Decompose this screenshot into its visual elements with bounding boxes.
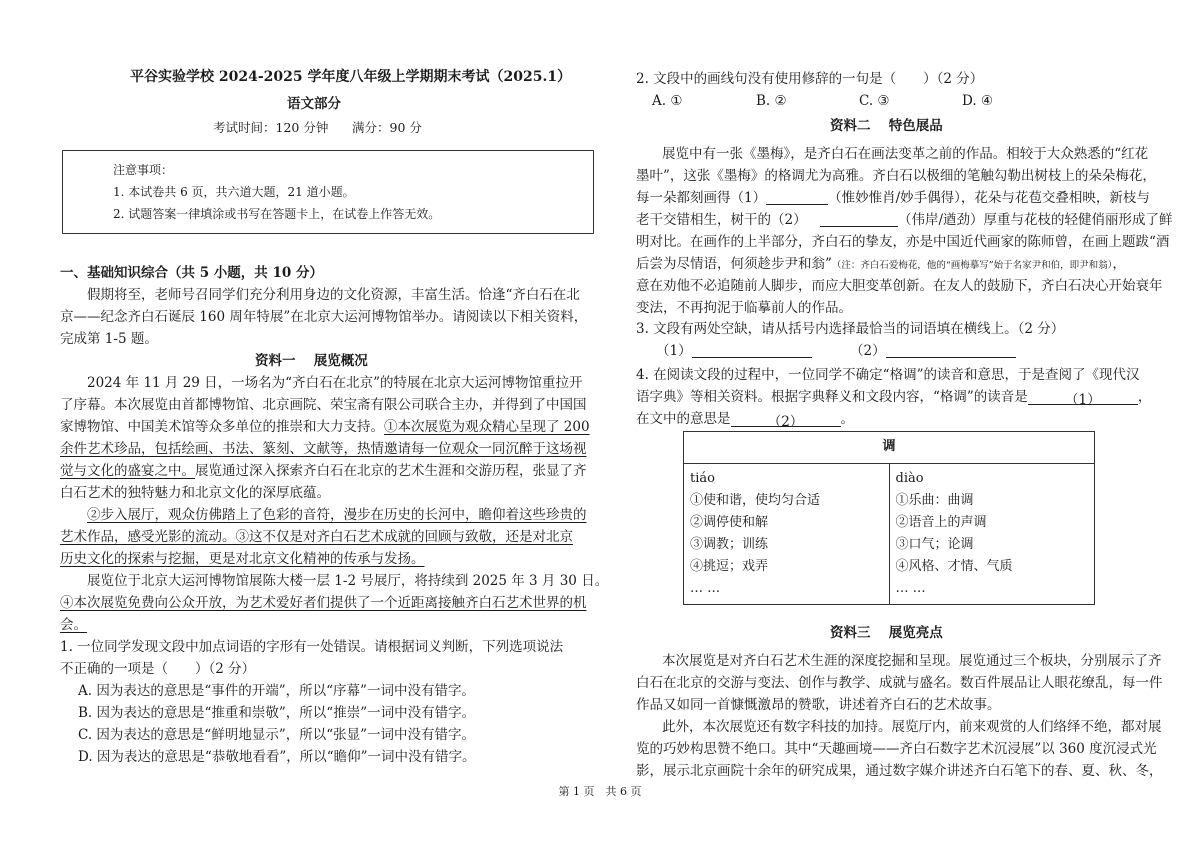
q1-stem: 1. 一位同学发现文段中加点词语的字形有一处错误。请根据词义判断，下列选项说法	[60, 639, 564, 655]
material2-line	[636, 253, 1126, 277]
material2-line: 变法，不再拘泥于临摹前人的作品。	[636, 300, 852, 316]
exam-title: 平谷实验学校 2024-2025 学年度八年级上学期期末考试（2025.1）	[130, 69, 572, 85]
q2-option-d: D. ④	[962, 93, 994, 109]
q2-option-b: B. ②	[756, 93, 787, 109]
notice-box	[62, 150, 594, 234]
q1-option-b: B. 因为表达的意思是“推重和崇敬”，所以“推崇”一词中没有错字。	[78, 705, 476, 721]
dict-col-tiao	[684, 464, 890, 605]
dict-char: 调	[684, 432, 1095, 464]
material1-line	[60, 416, 590, 438]
dict-item: ②语音上的声调	[895, 515, 987, 530]
material2-line: 展览中有一张《墨梅》，是齐白石在画法变革之前的作品。相较于大众熟悉的“红花	[662, 146, 1149, 162]
material1-line	[60, 460, 587, 482]
q4-stem: 4. 在阅读文段的过程中，一位同学不确定“格调”的读音和意思，于是查阅了《现代汉	[636, 367, 1140, 383]
dict-item: ③调教；训练	[690, 537, 769, 552]
material3-line: 白石在北京的交游与变法、创作与教学、成就与盛名。数百件展品让人眼花缭乱，每一件	[636, 675, 1163, 691]
material1-title: 资料一 展览概况	[255, 353, 368, 369]
material1-line: 展览位于北京大运河博物馆展陈大楼一层 1-2 号展厅，将持续到 2025 年 3 月 30 日。	[87, 573, 609, 589]
material3-line: 览的巧妙构思赞不绝口。其中“天趣画境——齐白石数字艺术沉浸展”以 360 度沉浸式光	[636, 741, 1157, 757]
subject-title: 语文部分	[287, 96, 341, 112]
exam-time: 考试时间：120 分钟	[213, 120, 329, 135]
material2-text: 每一朵都刻画得（1）	[636, 190, 767, 206]
dict-item: ①乐曲：曲调	[895, 493, 974, 508]
material3-line: 本次展览是对齐白石艺术生涯的深度挖掘和呈现。展览通过三个板块，分别展示了齐	[662, 653, 1162, 669]
q3-stem: 3. 文段有两处空缺，请从括号内选择最恰当的词语填在横线上。（2 分）	[636, 321, 1065, 337]
intro-line: 假期将至，老师号召同学们充分利用身边的文化资源，丰富生活。恰逢“齐白石在北	[87, 287, 580, 303]
notice-item: 2. 试题答案一律填涂或书写在答题卡上，在试卷上作答无效。	[113, 207, 441, 221]
dict-pinyin: diào	[895, 471, 924, 486]
q4-blank-1[interactable]: （1）	[1028, 389, 1138, 405]
material2-text: （伟岸/遒劲）厚重与花枝的轻健俏丽形成了鲜	[898, 212, 1173, 228]
dict-item: ④风格、才情、气质	[895, 559, 1013, 574]
material3-line: 影，展示北京画院十余年的研究成果，通过数字媒介讲述齐白石笔下的春、夏、秋、冬，	[636, 763, 1163, 779]
material2-text: （惟妙惟肖/妙手偶得），花朵与花苞交叠相映，新枝与	[828, 190, 1150, 206]
q1-option-d: D. 因为表达的意思是“恭敬地看看”，所以“瞻仰”一词中没有错字。	[78, 749, 476, 765]
material3-line: 此外，本次展览还有数字科技的加持。展览厅内，前来观赏的人们络绎不绝，都对展	[662, 719, 1162, 735]
q2-option-c: C. ③	[859, 93, 890, 109]
intro-line: 完成第 1-5 题。	[60, 331, 158, 347]
underlined-sentence-1: 余件艺术珍品，包括绘画、书法、篆刻、文献等，热情邀请每一位观众一同沉醉于这场视	[60, 441, 587, 457]
material3-title: 资料三 展览亮点	[830, 625, 943, 641]
dict-item: ②调停使和解	[690, 515, 769, 530]
material1-line	[60, 526, 573, 548]
blank-1-line	[766, 189, 828, 205]
material3-line: 作品又如同一首慷慨激昂的赞歌，讲述着齐白石的艺术故事。	[636, 697, 1001, 713]
q4-blank-2[interactable]: （2）	[731, 411, 841, 427]
material2-title: 资料二 特色展品	[830, 118, 943, 134]
dict-item: ③口气；论调	[895, 537, 974, 552]
q3-blank-1[interactable]	[692, 342, 812, 358]
underlined-sentence-4: ④本次展览免费向公众开放，为艺术爱好者们提供了一个近距离接触齐白石艺术世界的机	[60, 595, 587, 611]
q1-stem: 不正确的一项是（ ）（2 分）	[60, 661, 256, 677]
intro-line: 京——纪念齐白石诞辰 160 周年特展”在北京大运河博物馆举办。请阅读以下相关资料，	[60, 309, 588, 325]
underlined-sentence-1: 觉与文化的盛宴之中。	[60, 463, 195, 479]
dict-col-diao	[889, 464, 1094, 605]
q3-label-1: （1）	[656, 343, 692, 359]
dict-item: ④挑逗；戏弄	[690, 559, 769, 574]
material2-text: ，	[1112, 256, 1126, 272]
underlined-sentence-3: 历史文化的探索与挖掘，更是对北京文化精神的传承与发扬。	[60, 551, 425, 567]
material1-text: 展览通过深入探索齐白石在北京的艺术生涯和交游历程，张显了齐	[195, 463, 587, 479]
q3-blank-2[interactable]	[886, 342, 1016, 358]
q3-answer-2[interactable]	[850, 340, 1016, 362]
material2-line: 意在劝他不必追随前人脚步，而应大胆变革创新。在友人的鼓励下，齐白石决心开始衰年	[636, 278, 1163, 294]
material2-line	[820, 209, 1173, 231]
q3-answer-1[interactable]	[656, 340, 812, 362]
full-score: 满分：90 分	[352, 120, 422, 135]
underlined-sentence-2: ②步入展厅，观众仿佛踏上了色彩的音符，漫步在历史的长河中，瞻仰着这些珍贵的	[87, 507, 587, 523]
q1-option-c: C. 因为表达的意思是“鲜明地显示”，所以“张显”一词中没有错字。	[78, 727, 476, 743]
section-heading: 一、基础知识综合（共 5 小题，共 10 分）	[60, 265, 323, 281]
material1-line: 了序幕。本次展览由首都博物馆、北京画院、荣宝斋有限公司联合主办，并得到了中国国	[60, 397, 587, 413]
material1-line: 白石艺术的独特魅力和北京文化的深厚底蕴。	[60, 485, 330, 501]
material2-line: 墨叶”，这张《墨梅》的格调尤为高雅。齐白石以极细的笔触勾勒出树枝上的朵朵梅花，	[636, 168, 1156, 184]
q4-text: 。	[840, 411, 854, 427]
material2-line: 老干交错相生，树干的（2）	[636, 212, 807, 228]
q3-label-2: （2）	[850, 343, 886, 359]
q4-text: 语字典》等相关资料。根据字典释义和文段内容，“格调”的读音是	[636, 389, 1028, 405]
dict-item: … …	[895, 581, 926, 596]
material2-line: 明对比。在画作的上半部分，齐白石的挚友，亦是中国近代画家的陈师曾，在画上题跋“酒	[636, 234, 1170, 250]
q1-option-a: A. 因为表达的意思是“事件的开端”，所以“序幕”一词中没有错字。	[78, 683, 475, 699]
material2-line	[636, 187, 1150, 209]
dict-pinyin: tiáo	[690, 471, 715, 486]
material2-text: 后尝为尽情语，何须趁步尹和翁”	[636, 256, 832, 272]
material1-text: 家博物馆、中国美术馆等众多单位的推崇和大力支持。	[60, 419, 384, 435]
q4-text: 在文中的意思是	[636, 411, 731, 427]
annotation-note: （注：齐白石爱梅花，他的“画梅摹写”始于名家尹和伯，即尹和翁）	[831, 260, 1113, 271]
q4-stem	[636, 386, 1151, 408]
q4-text: ，	[1137, 389, 1152, 405]
dictionary-table	[683, 431, 1095, 605]
dict-item: ①使和谐，使均匀合适	[690, 493, 821, 508]
notice-heading: 注意事项：	[113, 163, 174, 177]
page-footer: 第 1 页 共 6 页	[558, 785, 642, 798]
material1-line: 2024 年 11 月 29 日，一场名为“齐白石在北京”的特展在北京大运河博物馆重拉开	[87, 375, 583, 391]
blank-2-line	[820, 211, 898, 227]
q2-stem: 2. 文段中的画线句没有使用修辞的一句是（ ）（2 分）	[636, 71, 984, 87]
q4-stem	[636, 408, 854, 430]
underlined-sentence-2: 艺术作品，感受光影的流动。	[60, 529, 236, 545]
notice-item: 1. 本试卷共 6 页，共六道大题，21 道小题。	[113, 185, 355, 199]
q2-option-a: A. ①	[652, 93, 683, 109]
dict-item: … …	[690, 581, 721, 596]
underlined-sentence-4: 会。	[60, 617, 87, 633]
underlined-sentence-3: ③这不仅是对齐白石艺术成就的回顾与致敬，还是对北京	[235, 529, 573, 545]
underlined-sentence-1: ①本次展览为观众精心呈现了 200	[384, 419, 590, 435]
